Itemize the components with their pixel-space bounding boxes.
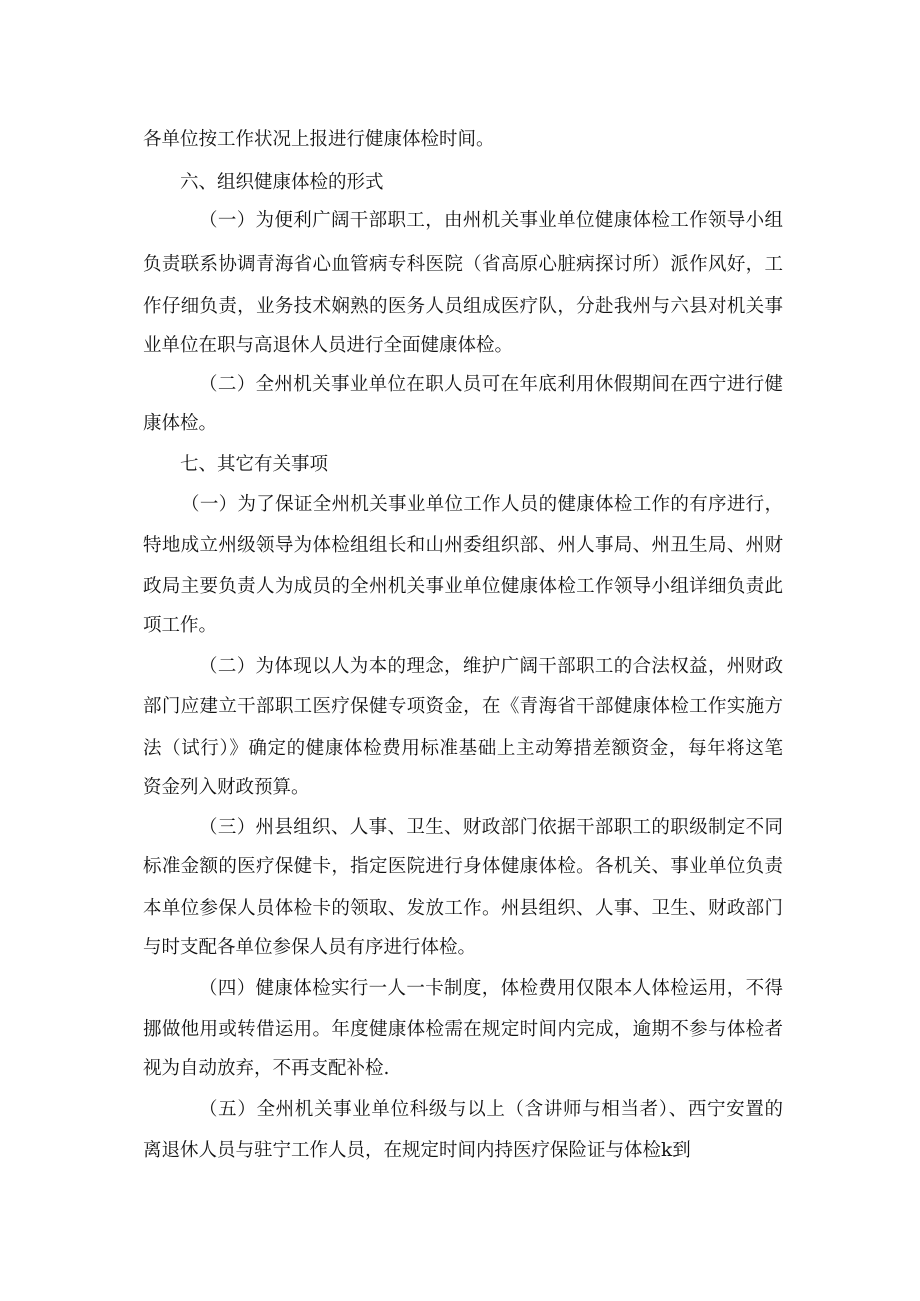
paragraph-line: 资金列入财政预算。	[143, 777, 310, 798]
paragraph-line: 特地成立州级领导为体检组组长和山州委组织部、州人事局、州丑生局、州财	[143, 535, 783, 556]
paragraph-line: （一）为便利广阔干部职工，由州机关事业单位健康体检工作领导小组	[199, 210, 783, 231]
paragraph-line: （四）健康体检实行一人一卡制度，体检费用仅限本人体检运用，不得	[199, 978, 783, 999]
paragraph-line: 法（试行）》确定的健康体检费用标准基础上主动筹措差额资金，每年将这笔	[143, 738, 783, 759]
paragraph-line: 项工作。	[143, 615, 218, 636]
paragraph-line: 挪做他用或转借运用。年度健康体检需在规定时间内完成，逾期不参与体检者	[143, 1019, 783, 1040]
paragraph-line: 部门应建立干部职工医疗保健专项资金，在《青海省干部健康体检工作实施方	[143, 696, 783, 717]
paragraph-line: 政局主要负责人为成员的全州机关事业单位健康体检工作领导小组详细负责此	[143, 576, 783, 597]
section-heading-six: 六、组织健康体检的形式	[180, 172, 384, 193]
paragraph-line: （二）为体现以人为本的理念，维护广阔干部职工的合法权益，州财政	[199, 656, 783, 677]
paragraph-line: （五）全州机关事业单位科级与以上（含讲师与相当者）、西宁安置的	[199, 1099, 783, 1120]
paragraph-line: 作仔细负责，业务技术娴熟的医务人员组成医疗队，分赴我州与六县对机关事	[143, 296, 783, 317]
paragraph-line: 各单位按工作状况上报进行健康体检时间。	[143, 129, 495, 150]
paragraph-line: 视为自动放弃，不再支配补检.	[143, 1058, 390, 1079]
paragraph-line: 标准金额的医疗保健卡，指定医院进行身体健康体检。各机关、事业单位负责	[143, 856, 783, 877]
paragraph-line: （一）为了保证全州机关事业单位工作人员的健康体检工作的有序进行，	[181, 494, 783, 515]
paragraph-line: 康体检。	[143, 413, 218, 434]
paragraph-line: 业单位在职与高退休人员进行全面健康体检。	[143, 335, 514, 356]
paragraph-line: （二）全州机关事业单位在职人员可在年底利用休假期间在西宁进行健	[199, 374, 783, 395]
paragraph-line: 离退休人员与驻宁工作人员，在规定时间内持医疗保险证与体检k到	[143, 1140, 691, 1161]
paragraph-line: （三）州县组织、人事、卫生、财政部门依据干部职工的职级制定不同	[199, 817, 783, 838]
paragraph-line: 与时支配各单位参保人员有序进行体检。	[143, 937, 477, 958]
paragraph-line: 本单位参保人员体检卡的领取、发放工作。州县组织、人事、卫生、财政部门	[143, 898, 783, 919]
section-heading-seven: 七、其它有关事项	[180, 454, 329, 475]
paragraph-line: 负责联系协调青海省心血管病专科医院（省高原心脏病探讨所）派作风好，工	[143, 254, 783, 275]
